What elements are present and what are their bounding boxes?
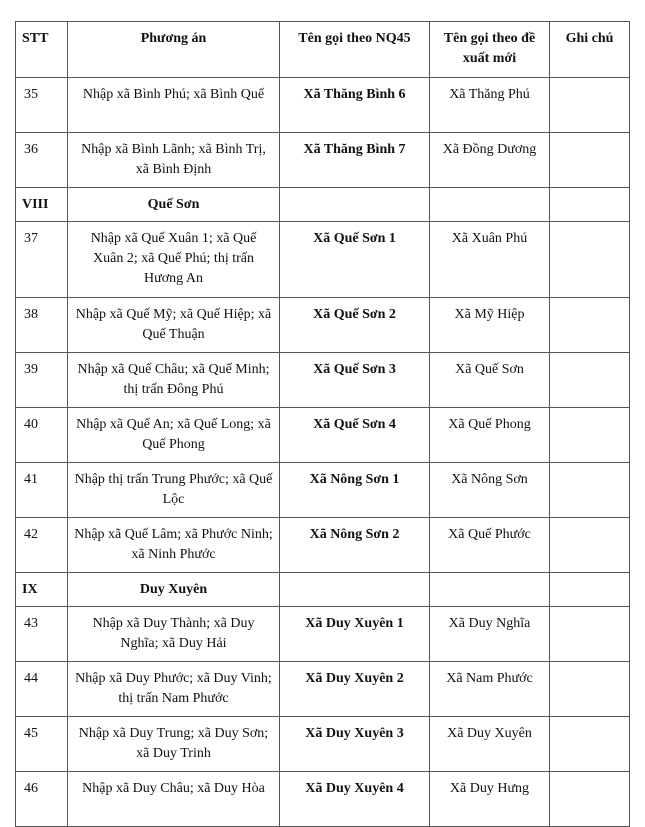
header-ghi-chu: Ghi chú [550, 22, 630, 78]
cell-nq45: Xã Duy Xuyên 1 [280, 607, 430, 662]
cell-nq45: Xã Duy Xuyên 2 [280, 662, 430, 717]
table-row [16, 298, 630, 353]
cell-ghi-chu [550, 772, 630, 827]
cell-phuong-an: Nhập xã Duy Trung; xã Duy Sơn; xã Duy Trinh [68, 717, 280, 772]
table-row [16, 133, 630, 188]
section-number: VIII [16, 188, 68, 222]
section-row [16, 188, 630, 222]
cell-phuong-an: Nhập xã Duy Thành; xã Duy Nghĩa; xã Duy Hải [68, 607, 280, 662]
cell-phuong-an: Nhập thị trấn Trung Phước; xã Quế Lộc [68, 463, 280, 518]
cell-ghi-chu [550, 607, 630, 662]
cell-ghi-chu [550, 353, 630, 408]
cell-nq45: Xã Quế Sơn 2 [280, 298, 430, 353]
cell-ghi-chu [550, 78, 630, 133]
table-row [16, 78, 630, 133]
cell-de-xuat: Xã Duy Hưng [430, 772, 550, 827]
section-row [16, 573, 630, 607]
cell-de-xuat: Xã Mỹ Hiệp [430, 298, 550, 353]
cell-phuong-an: Nhập xã Quế Châu; xã Quế Minh; thị trấn Đông Phú [68, 353, 280, 408]
cell-stt: 36 [16, 133, 68, 188]
table-row [16, 353, 630, 408]
cell-de-xuat: Xã Duy Nghĩa [430, 607, 550, 662]
table-row [16, 222, 630, 298]
empty-cell [430, 573, 550, 607]
cell-de-xuat: Xã Quế Sơn [430, 353, 550, 408]
cell-de-xuat: Xã Thăng Phú [430, 78, 550, 133]
cell-stt: 44 [16, 662, 68, 717]
section-title: Quế Sơn [68, 188, 280, 222]
cell-nq45: Xã Thăng Bình 6 [280, 78, 430, 133]
table-row [16, 518, 630, 573]
cell-nq45: Xã Nông Sơn 2 [280, 518, 430, 573]
cell-de-xuat: Xã Xuân Phú [430, 222, 550, 298]
cell-de-xuat: Xã Duy Xuyên [430, 717, 550, 772]
cell-de-xuat: Xã Nông Sơn [430, 463, 550, 518]
cell-ghi-chu [550, 662, 630, 717]
table-row [16, 607, 630, 662]
cell-stt: 42 [16, 518, 68, 573]
cell-stt: 35 [16, 78, 68, 133]
cell-stt: 43 [16, 607, 68, 662]
table-row [16, 463, 630, 518]
cell-nq45: Xã Duy Xuyên 4 [280, 772, 430, 827]
cell-phuong-an: Nhập xã Bình Lãnh; xã Bình Trị, xã Bình Định [68, 133, 280, 188]
table-row [16, 717, 630, 772]
header-row [16, 22, 630, 78]
cell-phuong-an: Nhập xã Bình Phú; xã Bình Quế [68, 78, 280, 133]
cell-ghi-chu [550, 717, 630, 772]
cell-de-xuat: Xã Đồng Dương [430, 133, 550, 188]
empty-cell [280, 573, 430, 607]
cell-phuong-an: Nhập xã Quế Lâm; xã Phước Ninh; xã Ninh Phước [68, 518, 280, 573]
cell-ghi-chu [550, 222, 630, 298]
cell-stt: 45 [16, 717, 68, 772]
header-de-xuat: Tên gọi theo đề xuất mới [430, 22, 550, 78]
section-title: Duy Xuyên [68, 573, 280, 607]
cell-stt: 40 [16, 408, 68, 463]
empty-cell [280, 188, 430, 222]
empty-cell [430, 188, 550, 222]
cell-stt: 46 [16, 772, 68, 827]
header-nq45: Tên gọi theo NQ45 [280, 22, 430, 78]
cell-ghi-chu [550, 408, 630, 463]
cell-ghi-chu [550, 133, 630, 188]
header-stt: STT [16, 22, 68, 78]
cell-nq45: Xã Thăng Bình 7 [280, 133, 430, 188]
cell-de-xuat: Xã Quế Phong [430, 408, 550, 463]
empty-cell [550, 573, 630, 607]
cell-stt: 38 [16, 298, 68, 353]
cell-phuong-an: Nhập xã Duy Phước; xã Duy Vinh; thị trấn Nam Phước [68, 662, 280, 717]
table-body [16, 78, 630, 827]
cell-nq45: Xã Quế Sơn 4 [280, 408, 430, 463]
merger-table [15, 21, 630, 827]
section-number: IX [16, 573, 68, 607]
cell-nq45: Xã Duy Xuyên 3 [280, 717, 430, 772]
cell-stt: 39 [16, 353, 68, 408]
table-row [16, 662, 630, 717]
cell-nq45: Xã Quế Sơn 1 [280, 222, 430, 298]
cell-ghi-chu [550, 298, 630, 353]
cell-phuong-an: Nhập xã Quế An; xã Quế Long; xã Quế Phong [68, 408, 280, 463]
cell-stt: 41 [16, 463, 68, 518]
cell-phuong-an: Nhập xã Quế Mỹ; xã Quế Hiệp; xã Quế Thuận [68, 298, 280, 353]
table-row [16, 772, 630, 827]
cell-phuong-an: Nhập xã Quế Xuân 1; xã Quế Xuân 2; xã Quế Phú; thị trấn Hương An [68, 222, 280, 298]
cell-nq45: Xã Nông Sơn 1 [280, 463, 430, 518]
cell-ghi-chu [550, 463, 630, 518]
empty-cell [550, 188, 630, 222]
cell-de-xuat: Xã Quế Phước [430, 518, 550, 573]
cell-ghi-chu [550, 518, 630, 573]
header-phuong-an: Phương án [68, 22, 280, 78]
cell-stt: 37 [16, 222, 68, 298]
cell-nq45: Xã Quế Sơn 3 [280, 353, 430, 408]
cell-de-xuat: Xã Nam Phước [430, 662, 550, 717]
cell-phuong-an: Nhập xã Duy Châu; xã Duy Hòa [68, 772, 280, 827]
table-row [16, 408, 630, 463]
